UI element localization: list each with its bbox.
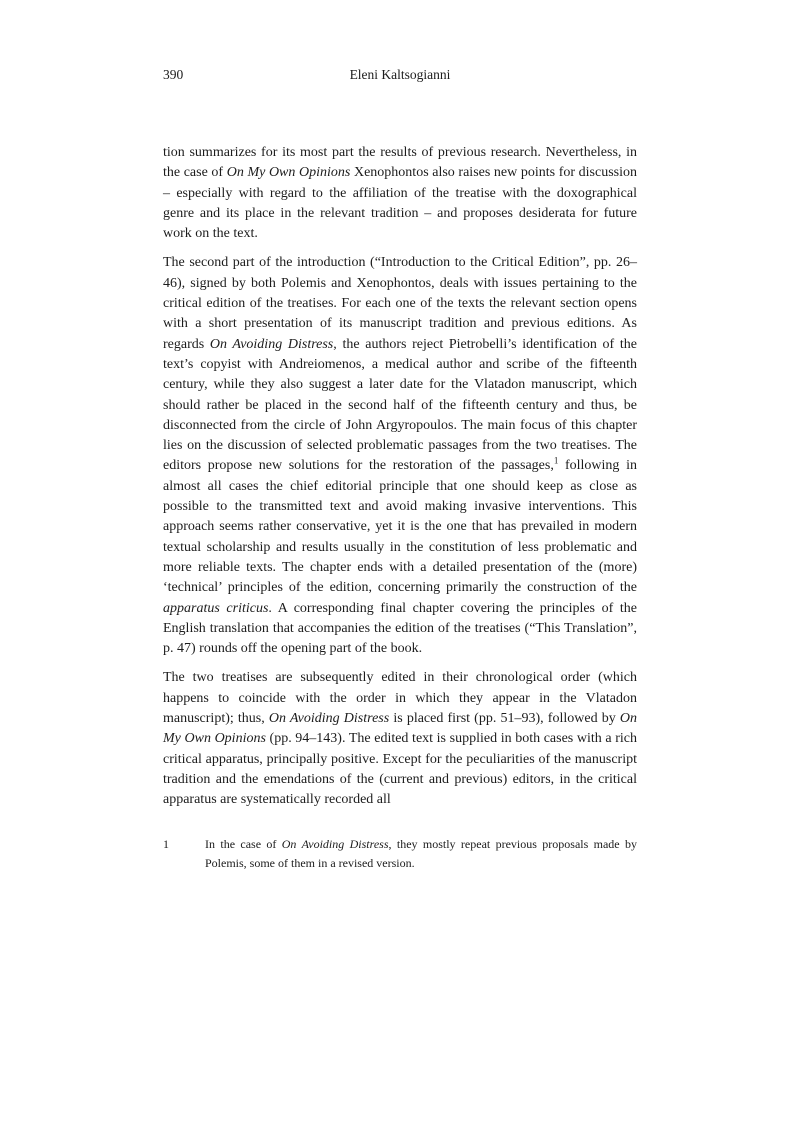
page-header — [163, 67, 637, 83]
running-header-author: Eleni Kaltsogianni — [349, 67, 451, 82]
page-number: 390 — [163, 67, 184, 82]
footnote — [163, 835, 637, 874]
paragraph-2: The second part of the introduction (“Introduction to the Critical Edition”, pp. 26–46), signed by both Polemis and Xenophontos, deals with issues pertaining to the critical edition of the treatises. For each one of the texts the relevant section opens with a short presentation of its manuscript tradition and previous editions. As regards On Avoiding Distress, the authors reject Pietrobelli’s identification of the text’s copyist with Andreiomenos, a medical author and scribe of the fifteenth century, while they also suggest a later date for the Vlatadon manuscript, which should rather be placed in the second half of the fifteenth century and thus, be disconnected from the circle of John Argyropoulos. The main focus of this chapter lies on the discussion of selected problematic passages from the two treatises. The editors propose new solutions for the restoration of the passages,$^1$ following in almost all cases the chief editorial principle that one should keep as close as possible to the transmitted text and avoid making invasive interventions. This approach seems rather conservative, yet it is the one that has prevailed in modern textual scholarship and results usually in the constitution of less problematic and more reliable texts. The chapter ends with a detailed presentation of the (more) ‘technical’ principles of the edition, concerning primarily the construction of the apparatus criticus. A corresponding final chapter covering the principles of the English translation that accompanies the edition of the treatises (“This Translation”, p. 47) rounds off the opening part of the book. — [163, 255, 638, 657]
footnote-section — [163, 835, 637, 874]
body-text — [163, 143, 637, 874]
footnote-text: In the case of On Avoiding Distress, they mostly repeat previous proposals made by Polemis, some of them in a revised version. — [205, 836, 637, 870]
paragraph-3: The two treatises are subsequently edited in their chronological order (which happens to coincide with the order in which they appear in the Vlatadon manuscript); thus, On Avoiding Distress is placed first (pp. 51–93), followed by On My Own Opinions (pp. 94–143). The edited text is supplied in both cases with a rich critical apparatus, principally positive. Except for the peculiarities of the manuscript tradition and the emendations of the (current and previous) editors, in the critical apparatus are systematically recorded all — [163, 670, 637, 808]
paragraph-1: tion summarizes for its most part the results of previous research. Nevertheless, in the case of On My Own Opinions Xenophontos also raises new points for discussion – especially with regard to the affiliation of the treatise with the doxographical genre and its place in the relevant tradition – and proposes desiderata for future work on the text. — [163, 145, 637, 242]
footnote-marker: 1 — [163, 836, 169, 851]
